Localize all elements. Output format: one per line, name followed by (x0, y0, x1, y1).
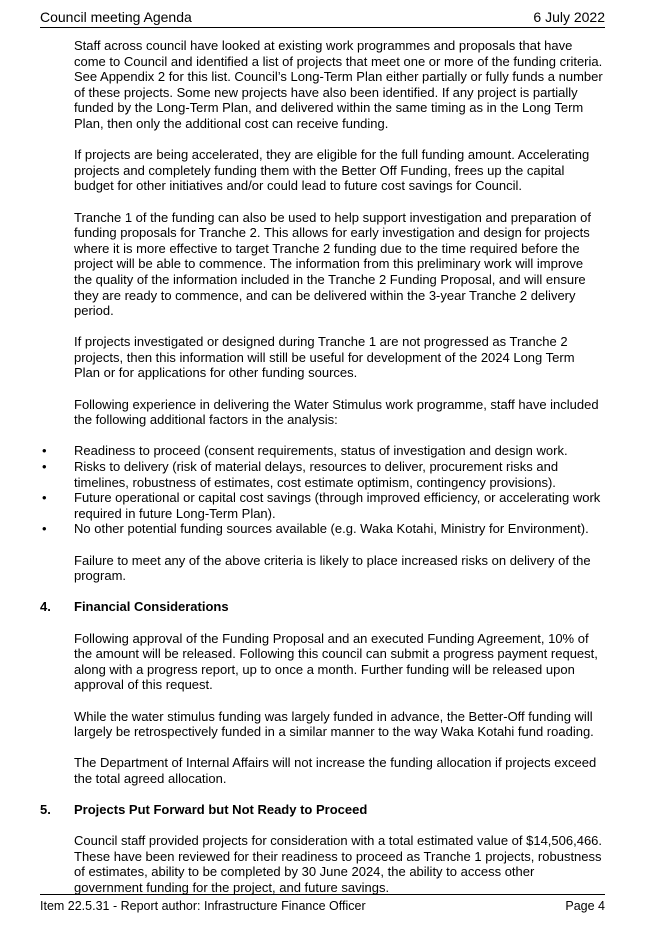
page-footer (40, 897, 605, 915)
factors-list (42, 443, 604, 537)
section-number: 5. (40, 802, 51, 818)
footer-page-number: Page 4 (565, 899, 605, 913)
page-header (40, 7, 605, 27)
section-title: Financial Considerations (74, 599, 229, 615)
section-number: 4. (40, 599, 51, 615)
paragraph: If projects are being accelerated, they are eligible for the full funding amount. Accelerating projects and completely funding them with the Better Off Funding, frees up the capital budget for other initiatives and/or could lead to future cost savings for Council. (74, 147, 590, 194)
list-item (42, 443, 604, 459)
paragraph: If projects investigated or designed during Tranche 1 are not progressed as Tranche 2 projects, then this information will still be useful for development of the 2024 Long Term Plan or for applications for other funding sources. (74, 334, 575, 381)
section-heading-financial (40, 599, 604, 615)
list-item (42, 459, 604, 490)
document-body (40, 38, 604, 911)
section-heading-projects (40, 802, 604, 818)
list-item (42, 521, 604, 537)
paragraph: The Department of Internal Affairs will not increase the funding allocation if projects exceed the total agreed allocation. (74, 755, 597, 786)
paragraph: Following approval of the Funding Proposal and an executed Funding Agreement, 10% of the amount will be released. Following this council can submit a progress payment request, along with a progress report, up to once a month. Further funding will be released upon approval of this request. (74, 630, 598, 693)
bullet-icon: • (42, 490, 47, 506)
list-item-text: No other potential funding sources available (e.g. Waka Kotahi, Ministry for Environment). (74, 521, 589, 537)
paragraph: While the water stimulus funding was largely funded in advance, the Better-Off funding will largely be retrospectively funded in a similar manner to the way Waka Kotahi fund roading. (74, 708, 594, 740)
list-item-text: Readiness to proceed (consent requirements, status of investigation and design work. (74, 443, 568, 459)
footer-rule (40, 894, 605, 895)
header-rule (40, 27, 605, 28)
header-date: 6 July 2022 (533, 9, 605, 25)
footer-item: Item 22.5.31 - Report author: Infrastructure Finance Officer (40, 899, 366, 913)
list-item-text: Risks to delivery (risk of material delays, resources to deliver, procurement risks and timelines, robustness of estimates, cost estimate optimism, contingency provisions). (74, 459, 559, 490)
paragraph: Following experience in delivering the Water Stimulus work programme, staff have included the following additional factors in the analysis: (74, 396, 599, 428)
paragraph: Failure to meet any of the above criteria is likely to place increased risks on delivery of the program. (74, 552, 591, 584)
header-title: Council meeting Agenda (40, 9, 192, 25)
paragraph: Tranche 1 of the funding can also be used to help support investigation and preparation of funding proposals for Tranche 2. This allows for early investigation and design for projects where it is more effective to target Tranche 2 funding due to the time required before the project will be able to commence. The information from this preliminary work will improve the quality of the information included in the Tranche 2 Funding Proposal, and will ensure they are ready to commence, and can be delivered within the 3-year Tranche 2 delivery period. (74, 209, 591, 319)
section-title: Projects Put Forward but Not Ready to Proceed (74, 802, 368, 818)
paragraph: Council staff provided projects for consideration with a total estimated value of $14,506,466. These have been reviewed for their readiness to proceed as Tranche 1 projects, robustness of estimates, ability to be completed by 30 June 2024, the ability to access other government funding for the project, and future savings. (74, 833, 603, 896)
bullet-icon: • (42, 521, 47, 537)
paragraph: Staff across council have looked at existing work programmes and proposals that have come to Council and identified a list of projects that meet one or more of the funding criteria. See Appendix 2 for this list. Council’s Long-Term Plan either partially or fully funds a number of these projects. Some new projects have also been identified. If any project is partially funded by the Long-Term Plan, and delivered within the same timing as in the Long Term Plan, then only the additional cost can receive funding. (74, 38, 603, 131)
bullet-icon: • (42, 459, 47, 475)
list-item-text: Future operational or capital cost savings (through improved efficiency, or accelerating work required in future Long-Term Plan). (74, 490, 601, 521)
bullet-icon: • (42, 443, 47, 459)
list-item (42, 490, 604, 521)
